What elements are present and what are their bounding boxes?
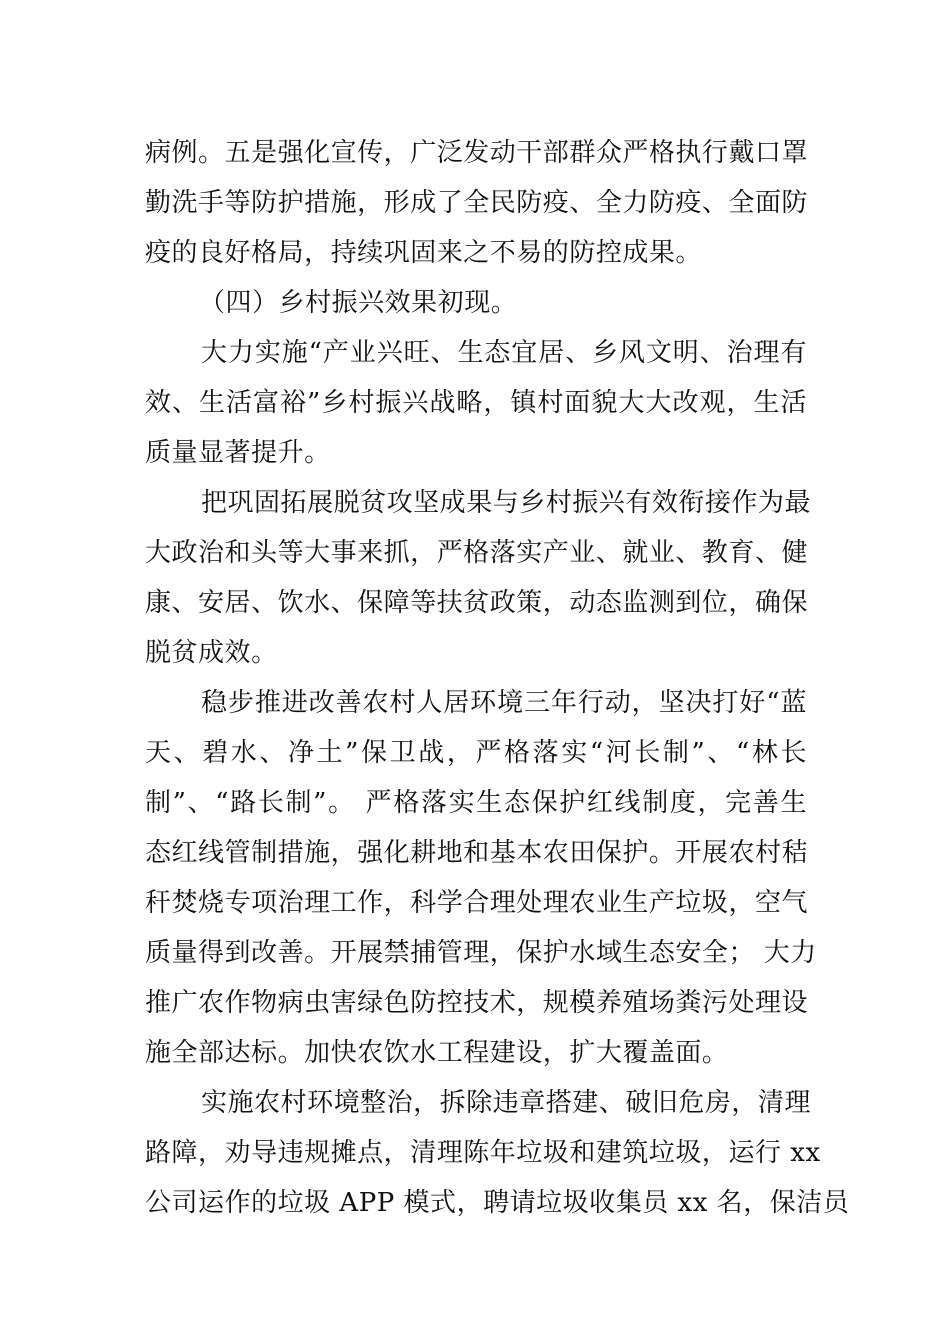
section-heading: （四）乡村振兴效果初现。 — [199, 288, 518, 318]
text-line: 推广农作物病虫害绿色防控技术，规模养殖场粪污处理设 — [145, 988, 809, 1018]
text-line: 康、安居、饮水、保障等扶贫政策，动态监测到位，确保 — [145, 588, 809, 618]
text-line: 疫的良好格局，持续巩固来之不易的防控成果。 — [145, 238, 702, 268]
text-line: 勤洗手等防护措施，形成了全民防疫、全力防疫、全面防 — [145, 188, 809, 218]
text-line: 效、生活富裕”乡村振兴战略，镇村面貌大大改观，生活 — [145, 388, 807, 418]
text-line: 路障，劝导违规摊点，清理陈年垃圾和建筑垃圾，运行 xx — [145, 1138, 821, 1168]
text-line: 秆焚烧专项治理工作，科学合理处理农业生产垃圾，空气 — [145, 888, 809, 918]
paragraph-first-line: 稳步推进改善农村人居环境三年行动，坚决打好“蓝 — [201, 688, 807, 718]
text-line: 天、碧水、净土”保卫战，严格落实“河长制”、“林长 — [145, 738, 807, 768]
text-line: 病例。五是强化宣传，广泛发动干部群众严格执行戴口罩 — [145, 138, 809, 168]
paragraph-first-line: 把巩固拓展脱贫攻坚成果与乡村振兴有效衔接作为最 — [201, 488, 811, 518]
text-line: 施全部达标。加快农饮水工程建设，扩大覆盖面。 — [145, 1038, 729, 1068]
body-text — [145, 128, 850, 1228]
text-line: 制”、“路长制”。 严格落实生态保护红线制度，完善生 — [145, 788, 807, 818]
text-line: 脱贫成效。 — [145, 638, 278, 668]
text-line: 态红线管制措施，强化耕地和基本农田保护。开展农村秸 — [145, 838, 809, 868]
text-line: 质量显著提升。 — [145, 438, 331, 468]
text-line: 公司运作的垃圾 APP 模式，聘请垃圾收集员 xx 名，保洁员 — [145, 1188, 850, 1218]
paragraph-first-line: 大力实施“产业兴旺、生态宜居、乡风文明、治理有 — [201, 338, 807, 368]
paragraph-first-line: 实施农村环境整治，拆除违章搭建、破旧危房，清理 — [201, 1088, 811, 1118]
text-line: 质量得到改善。开展禁捕管理，保护水域生态安全； 大力 — [145, 938, 817, 968]
text-line: 大政治和头等大事来抓，严格落实产业、就业、教育、健 — [145, 538, 809, 568]
